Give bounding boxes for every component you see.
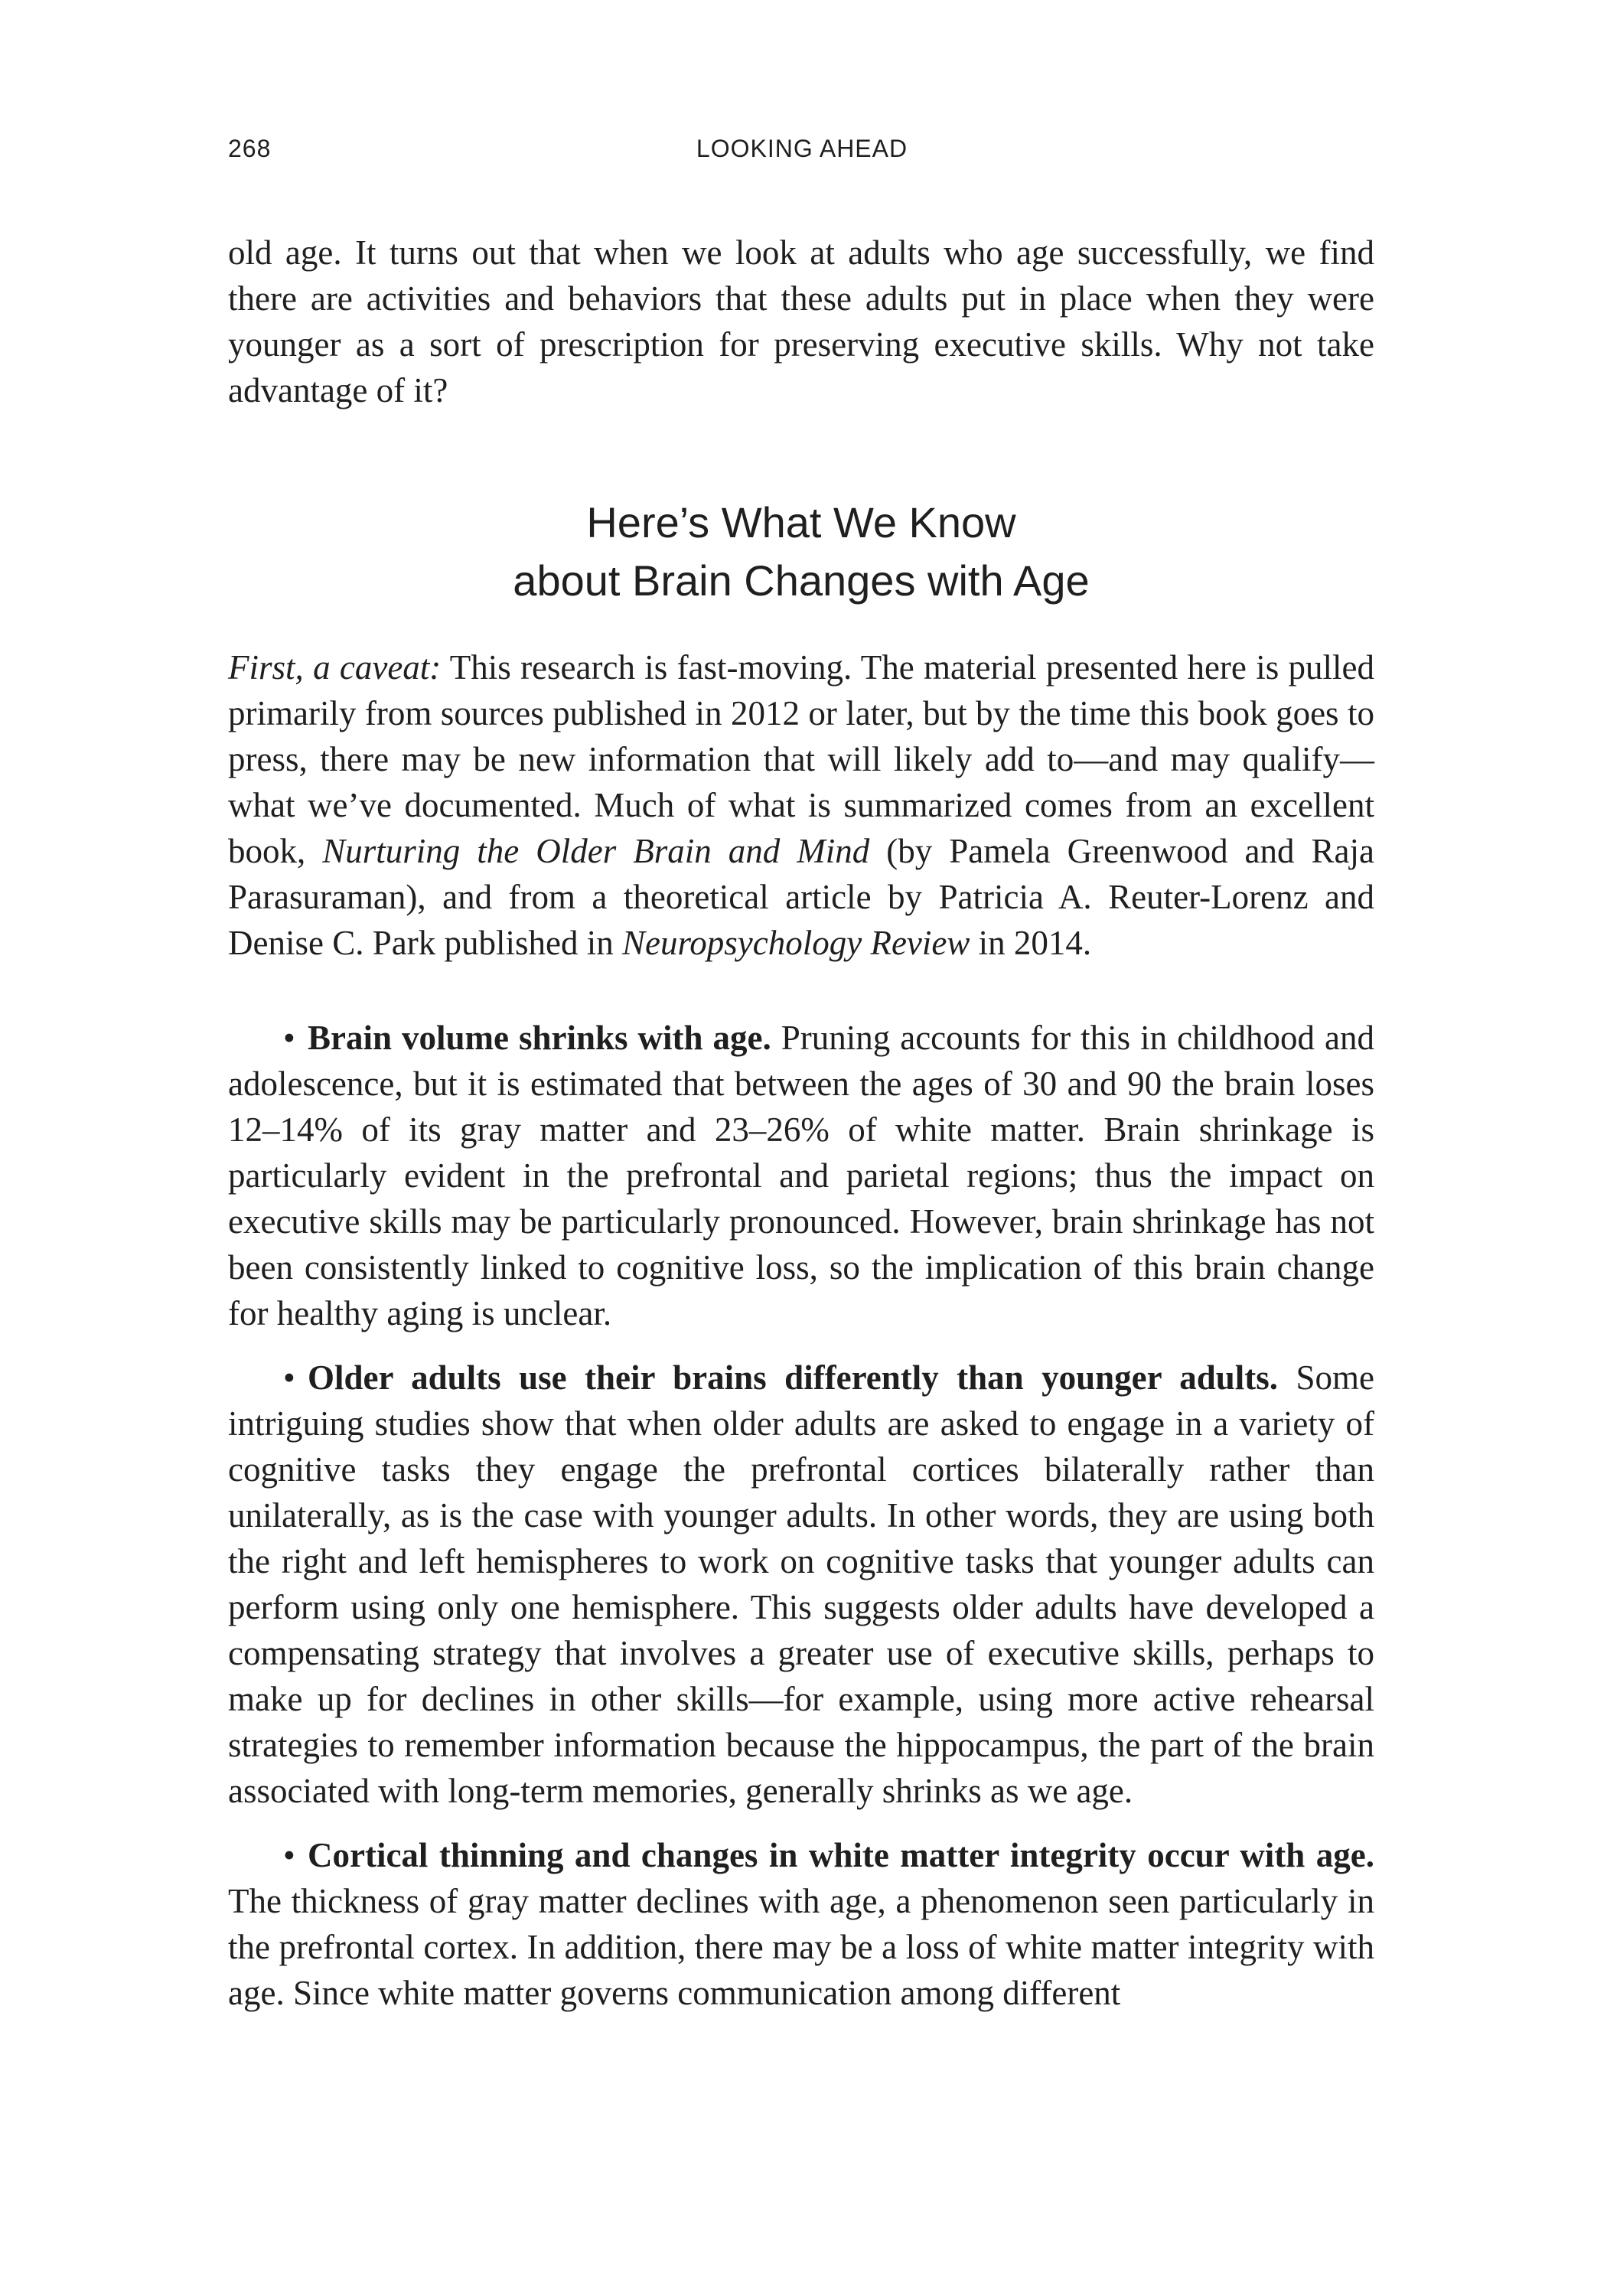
page-number: 268 bbox=[228, 135, 272, 162]
bullet-title: Brain volume shrinks with age. bbox=[308, 1019, 771, 1057]
caveat-paragraph bbox=[228, 644, 1374, 966]
bullet-item-brain-volume bbox=[228, 1015, 1374, 1336]
bullet-text: Some intriguing studies show that when older adults are asked to engage in a variety of cognitive tasks they engage the prefrontal cortices bilaterally rather than unilaterally, as is the case with younger adults. In other words, they are using both the right and left hemispheres to work on cognitive tasks that younger adults can perform using only one hemisphere. This suggests older adults have developed a compensating strategy that involves a greater use of executive skills, perhaps to make up for declines in other skills—for example, using more active rehearsal strategies to remember information because the hippocampus, the part of the brain associated with long-term memories, generally shrinks as we age. bbox=[228, 1358, 1374, 1810]
bullet-title: Cortical thinning and changes in white matter integrity occur with age. bbox=[308, 1836, 1374, 1874]
section-heading-line-2: about Brain Changes with Age bbox=[513, 556, 1090, 605]
bullet-icon: • bbox=[283, 1836, 295, 1874]
intro-text: old age. It turns out that when we look at adults who age successfully, we find there are activities and behaviors that these adults put in place when they were younger as a sort of prescription for preserving executive skills. Why not take advantage of it? bbox=[228, 233, 1374, 409]
section-heading-line-1: Here’s What We Know bbox=[586, 498, 1016, 546]
bullet-item-cortical-thinning bbox=[228, 1832, 1374, 2016]
bullet-icon: • bbox=[283, 1019, 295, 1057]
caveat-text-part-1: This research is fast-moving. The material presented here is pulled primarily from sources published in 2012 or later, but by the time this book goes to press, there may be new information that will likely add to—and may qualify—what we’ve documented. Much of what is summarized comes from an excellent book, bbox=[228, 648, 1374, 870]
running-title: LOOKING AHEAD bbox=[696, 135, 908, 162]
caveat-text bbox=[228, 644, 1374, 966]
bullet-text: The thickness of gray matter declines with age, a phenomenon seen particularly in the prefrontal cortex. In addition, there may be a loss of white matter integrity with age. Since white matter governs communication among different bbox=[228, 1882, 1374, 2012]
caveat-text-part-2: (by Pamela Greenwood and Raja Parasuraman), and from a theoretical article by Patricia A. Reuter-Lorenz and Denise C. Park published in bbox=[228, 832, 1374, 962]
caveat-text-part-3: in 2014. bbox=[970, 924, 1092, 962]
section-heading bbox=[228, 494, 1374, 610]
bullet-list bbox=[228, 1015, 1374, 2034]
running-header bbox=[228, 135, 1376, 181]
bullet-item-older-adults bbox=[228, 1355, 1374, 1814]
intro-paragraph bbox=[228, 230, 1374, 413]
bullet-title: Older adults use their brains differently than younger adults. bbox=[308, 1358, 1279, 1397]
caveat-label: First, a caveat: bbox=[228, 648, 442, 687]
book-title: Nurturing the Older Brain and Mind bbox=[322, 832, 870, 870]
bullet-text: Pruning accounts for this in childhood and adolescence, but it is estimated that between the ages of 30 and 90 the brain loses 12–14% of its gray matter and 23–26% of white matter. Brain shrinkage is particularly evident in the prefrontal and parietal regions; thus the impact on executive skills may be particularly pronounced. However, brain shrinkage has not been consistently linked to cognitive loss, so the implication of this brain change for healthy aging is unclear. bbox=[228, 1019, 1375, 1332]
bullet-icon: • bbox=[283, 1358, 295, 1397]
journal-title: Neuropsychology Review bbox=[621, 924, 970, 962]
